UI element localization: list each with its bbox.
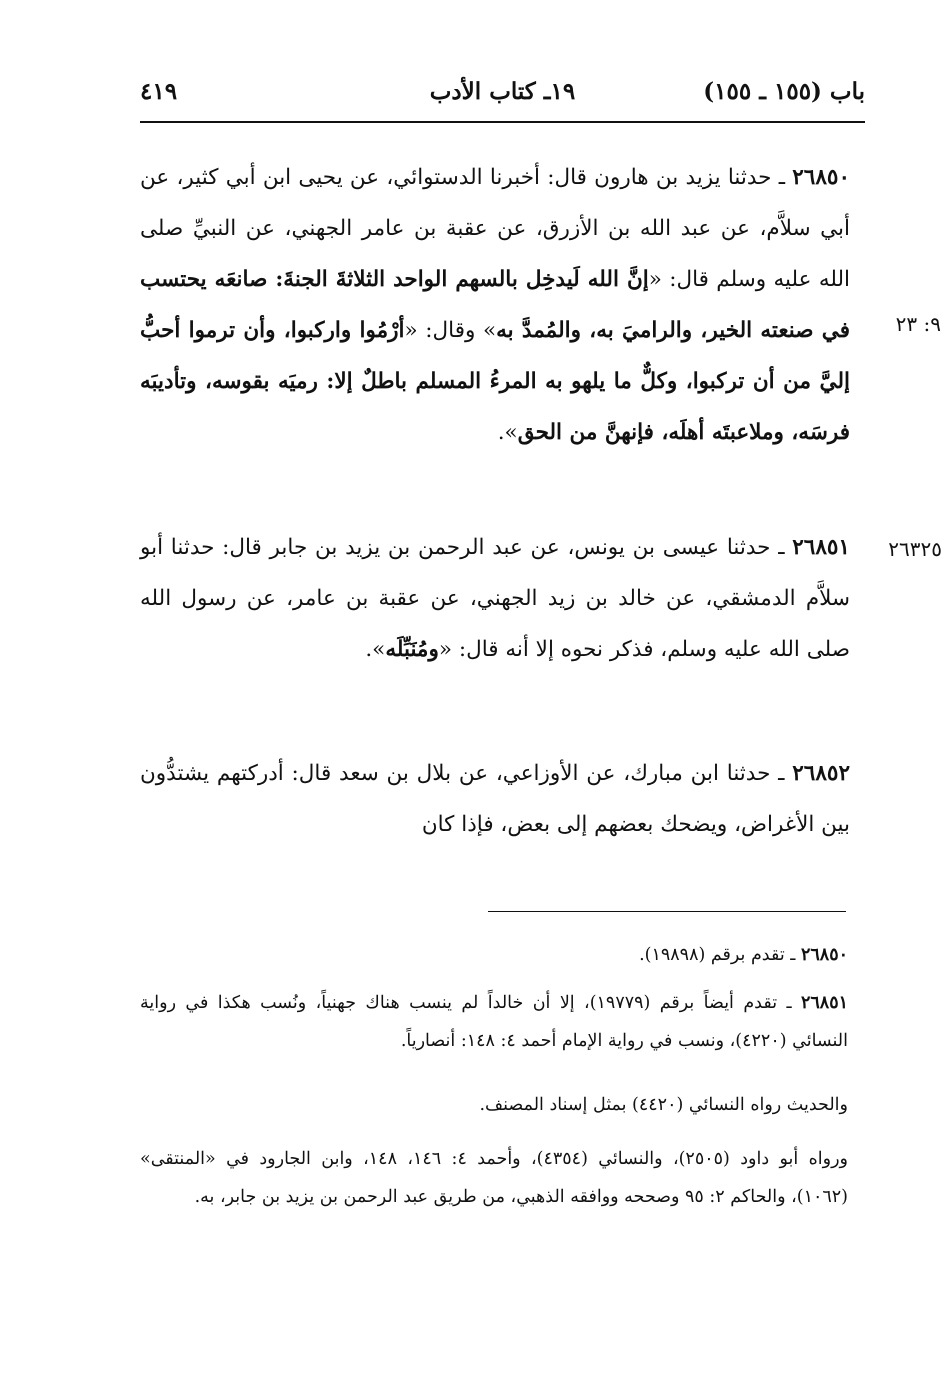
chapter-range: باب (١٥٥ ـ ١٥٥): [703, 78, 865, 105]
footnote-text: ـ تقدم برقم (١٩٨٩٨).: [639, 945, 796, 965]
margin-reference: ٩: ٢٣: [895, 312, 941, 336]
header-divider: [140, 121, 865, 123]
hadith-text: ـ حدثنا عيسى بن يونس، عن عبد الرحمن بن يزيد بن جابر قال: حدثنا أبو سلاَّم الدمشقي، عن خالد بن زيد الجهني، عن عقبة بن عامر، عن رسول الله صلى الله عليه وسلم، فذكر نحوه إلا أنه قال: «: [140, 535, 850, 662]
footnote-number: ٢٦٨٥٠: [801, 945, 848, 965]
footnote: [140, 1140, 848, 1216]
hadith-text: ».: [365, 637, 386, 662]
hadith-quote: ومُنَبِّلَه: [385, 637, 439, 662]
hadith-text: ـ حدثنا يزيد بن هارون قال: أخبرنا الدستوائي، عن يحيى ابن أبي كثير، عن أبي سلاَّم، عن عبد الله بن الأزرق، عن عقبة بن عامر الجهني، عن النبيِّ صلى الله عليه وسلم قال: «: [140, 165, 850, 292]
footnote-divider: [488, 911, 846, 912]
footnote-number: ٢٦٨٥١: [801, 993, 848, 1013]
footnote: [140, 936, 848, 974]
footnote-text: ورواه أبو داود (٢٥٠٥)، والنسائي (٤٣٥٤)، وأحمد ٤: ١٤٦، ١٤٨، وابن الجارود في «المنتقى» (١٠٦٢)، والحاكم ٢: ٩٥ وصححه ووافقه الذهبي، من طريق عبد الرحمن بن يزيد بن جابر، به.: [140, 1149, 848, 1207]
hadith-text: ـ حدثنا ابن مبارك، عن الأوزاعي، عن بلال بن سعد قال: أدركتهم يشتدُّون بين الأغراض، ويضحك بعضهم إلى بعض، فإذا كان: [140, 761, 850, 837]
hadith-paragraph: [140, 748, 850, 850]
hadith-paragraph: [140, 152, 850, 458]
hadith-paragraph: [140, 522, 850, 675]
hadith-number: ٢٦٨٥١: [792, 535, 850, 560]
footnote: [140, 1086, 848, 1124]
footnote: [140, 984, 848, 1060]
page-header: [140, 78, 865, 118]
page-number: ٤١٩: [140, 78, 178, 105]
hadith-quote: إنَّ الله لَيدخِل بالسهم الواحد الثلاثةَ الجنةَ: صانعَه يحتسب في صنعته الخير، والراميَ به، والمُمدَّ به: [140, 267, 850, 343]
footnote-text: والحديث رواه النسائي (٤٤٢٠) بمثل إسناد المصنف.: [479, 1095, 848, 1115]
book-title: ١٩ـ كتاب الأدب: [429, 78, 576, 105]
margin-reference: ٢٦٣٢٥: [888, 537, 942, 561]
hadith-number: ٢٦٨٥٠: [792, 165, 850, 190]
hadith-text: » وقال: «: [404, 318, 497, 343]
hadith-quote: أرْمُوا واركبوا، وأن ترموا أحبُّ إليَّ من أن تركبوا، وكلٌّ ما يلهو به المرءُ المسلم باطلٌ إلا: رميَه بقوسه، وتأديبَه فرسَه، وملاعبتَه أهلَه، فإنهنَّ من الحق: [140, 318, 850, 445]
hadith-number: ٢٦٨٥٢: [792, 761, 850, 786]
footnote-text: ـ تقدم أيضاً برقم (١٩٧٧٩)، إلا أن خالداً لم ينسب هناك جهنياً، ونُسب هكذا في رواية النسائي (٤٢٢٠)، ونسب في رواية الإمام أحمد ٤: ١٤٨: أنصارياً.: [140, 993, 848, 1051]
hadith-text: ».: [497, 420, 518, 445]
